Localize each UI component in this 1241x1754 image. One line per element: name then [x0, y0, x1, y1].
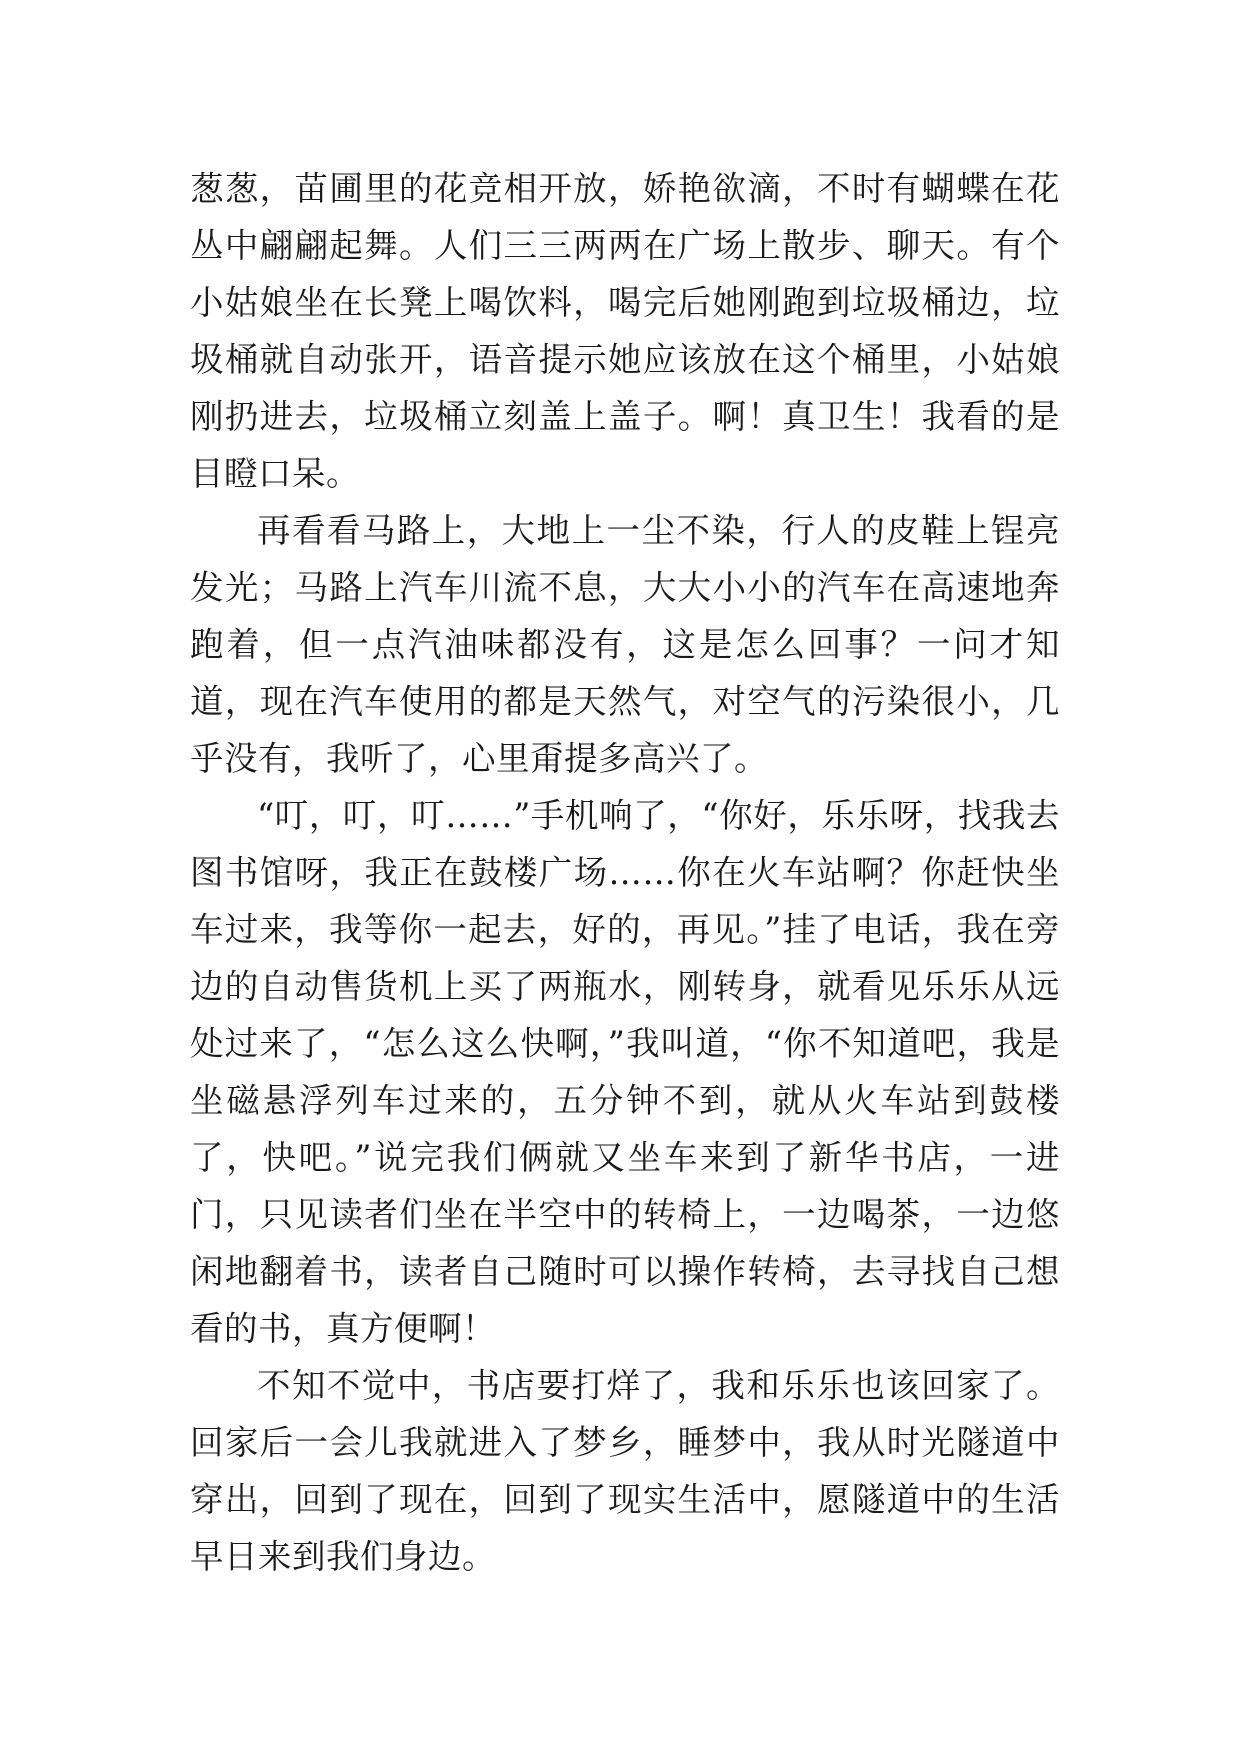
paragraph-1: 葱葱，苗圃里的花竞相开放，娇艳欲滴，不时有蝴蝶在花丛中翩翩起舞。人们三三两两在广场上散步、聊天。有个小姑娘坐在长凳上喝饮料，喝完后她刚跑到垃圾桶边，垃圾桶就自动张开，语音提示她应该放在这个桶里，小姑娘刚扔进去，垃圾桶立刻盖上盖子。啊！真卫生！我看的是目瞪口呆。 — [190, 169, 1060, 493]
paragraph-3: “叮，叮，叮……”手机响了，“你好，乐乐呀，找我去图书馆呀，我正在鼓楼广场……你在火车站啊？你赶快坐车过来，我等你一起去，好的，再见。”挂了电话，我在旁边的自动售货机上买了两瓶水，刚转身，就看见乐乐从远处过来了，“怎么这么快啊，”我叫道，“你不知道吧，我是坐磁悬浮列车过来的，五分钟不到，就从火车站到鼓楼了，快吧。”说完我们俩就又坐车来到了新华书店，一进门，只见读者们坐在半空中的转椅上，一边喝茶，一边悠闲地翻着书，读者自己随时可以操作转椅，去寻找自己想看的书，真方便啊！ — [190, 796, 1060, 1348]
document-body — [190, 160, 1060, 1585]
paragraph-2: 再看看马路上，大地上一尘不染，行人的皮鞋上锃亮发光；马路上汽车川流不息，大大小小的汽车在高速地奔跑着，但一点汽油味都没有，这是怎么回事？一问才知道，现在汽车使用的都是天然气，对空气的污染很小，几乎没有，我听了，心里甭提多高兴了。 — [190, 511, 1060, 778]
paragraph-4: 不知不觉中，书店要打烊了，我和乐乐也该回家了。回家后一会儿我就进入了梦乡，睡梦中，我从时光隧道中穿出，回到了现在，回到了现实生活中，愿隧道中的生活早日来到我们身边。 — [190, 1366, 1060, 1576]
